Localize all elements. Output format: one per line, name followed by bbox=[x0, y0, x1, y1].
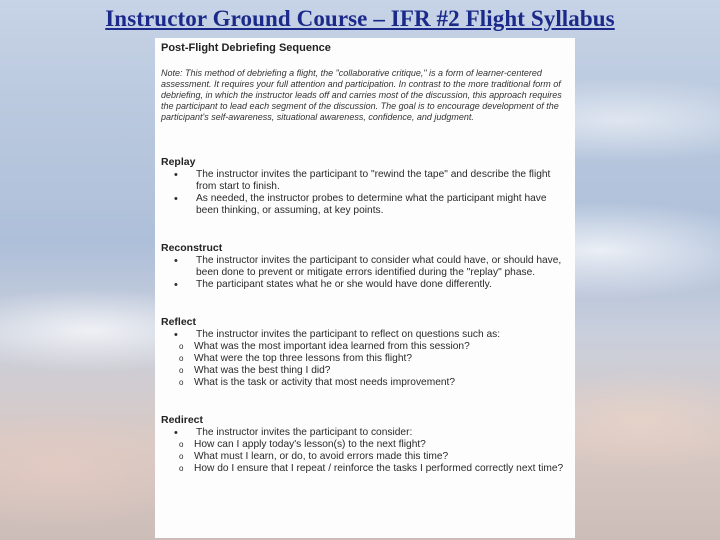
section-heading-reconstruct: Reconstruct bbox=[161, 242, 223, 254]
bullet-list bbox=[161, 427, 569, 439]
sub-item: o How do I ensure that I repeat / reinforce the tasks I performed correctly next time? bbox=[161, 463, 569, 475]
document-note: Note: This method of debriefing a flight, the "collaborative critique," is a form of learner-centered assessment. It requires your full attention and participation. In contrast to the more traditional form of debriefing, in which the instructor leads off and carries most of the discussion, this approach requires the participant to lead each segment of the discussion. The goal is to encourage development of the participant's self-awareness, situational awareness, confidence, and judgment. bbox=[161, 68, 562, 122]
section-heading-redirect: Redirect bbox=[161, 414, 204, 426]
sub-item: o What was the most important idea learned from this session? bbox=[161, 341, 569, 353]
syllabus-document bbox=[155, 38, 575, 538]
sub-item: o How can I apply today's lesson(s) to the next flight? bbox=[161, 439, 569, 451]
bullet-list bbox=[161, 169, 569, 217]
section-reflect bbox=[161, 316, 569, 389]
sub-list bbox=[161, 341, 569, 389]
bullet-item: • The instructor invites the participant to reflect on questions such as: bbox=[161, 329, 569, 341]
document-heading: Post-Flight Debriefing Sequence bbox=[161, 42, 331, 54]
sub-list bbox=[161, 439, 569, 475]
sub-item: o What is the task or activity that most needs improvement? bbox=[161, 377, 569, 389]
sub-item: o What must I learn, or do, to avoid errors made this time? bbox=[161, 451, 569, 463]
bullet-item: • The instructor invites the participant to "rewind the tape" and describe the flight from start to finish. bbox=[161, 169, 569, 193]
section-heading-replay: Replay bbox=[161, 156, 196, 168]
bullet-item: • The participant states what he or she would have done differently. bbox=[161, 279, 569, 291]
bullet-item: • The instructor invites the participant to consider what could have, or should have, been done to prevent or mitigate errors identified during the "replay" phase. bbox=[161, 255, 569, 279]
bullet-list bbox=[161, 255, 569, 291]
sub-item: o What was the best thing I did? bbox=[161, 365, 569, 377]
section-reconstruct bbox=[161, 242, 569, 291]
section-redirect bbox=[161, 414, 569, 475]
bullet-list bbox=[161, 329, 569, 341]
slide-title: Instructor Ground Course – IFR #2 Flight Syllabus bbox=[105, 6, 615, 31]
section-replay bbox=[161, 156, 569, 217]
section-heading-reflect: Reflect bbox=[161, 316, 197, 328]
bullet-item: • The instructor invites the participant to consider: bbox=[161, 427, 569, 439]
bullet-item: • As needed, the instructor probes to determine what the participant might have been thinking, or assuming, at key points. bbox=[161, 193, 569, 217]
sub-item: o What were the top three lessons from this flight? bbox=[161, 353, 569, 365]
